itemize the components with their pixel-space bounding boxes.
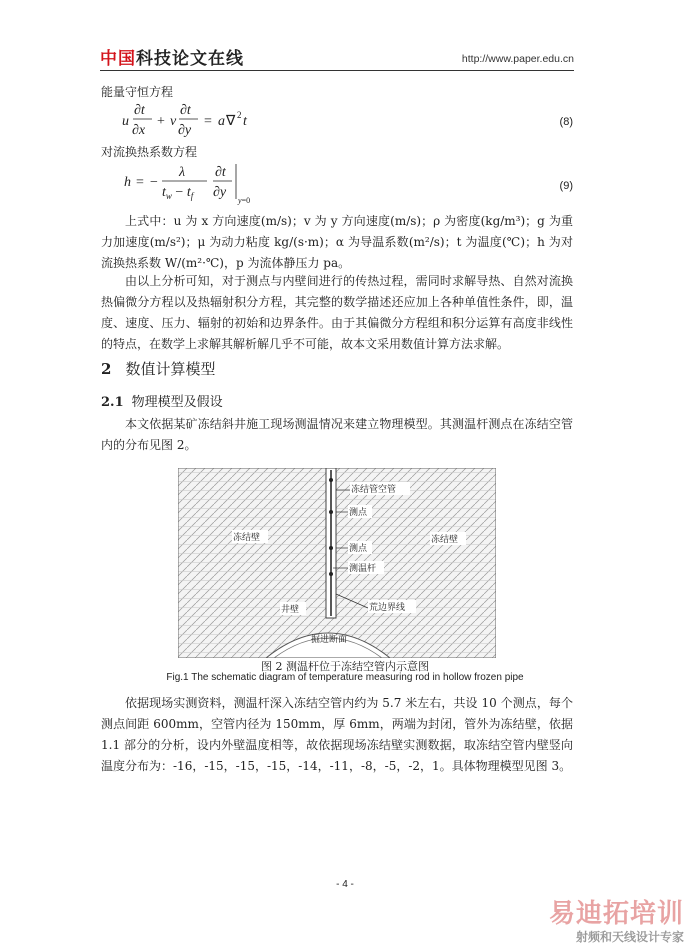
section-2-1-heading: 2.1 物理模型及假设	[101, 395, 223, 410]
header-url[interactable]: http://www.paper.edu.cn	[461, 53, 574, 65]
svg-text:∂t: ∂t	[180, 103, 191, 118]
convection-equation	[124, 161, 264, 207]
convection-equation-label: 对流换热系数方程	[101, 145, 198, 159]
energy-equation	[122, 101, 252, 139]
svg-text:∂y: ∂y	[178, 123, 192, 138]
svg-text:h: h	[124, 175, 131, 190]
section-2-heading: 2 数值计算模型	[101, 360, 216, 378]
svg-text:∂x: ∂x	[132, 123, 146, 138]
svg-text:λ: λ	[179, 165, 186, 180]
label-measuring-rod: 测温杆	[349, 564, 377, 574]
svg-text:tw − tf: $t_w - t_f$	[162, 185, 194, 201]
page-number: - 4 -	[336, 879, 354, 890]
model-paragraph: 本文依据某矿冻结斜井施工现场测温情况来建立物理模型。其测温杆测点在冻结空管内的分布见图 2。	[101, 417, 573, 452]
label-point-2: 测点	[349, 544, 368, 554]
label-hollow-pipe: 冻结管空管	[351, 485, 397, 495]
svg-text:t: t	[243, 114, 247, 129]
svg-text:y=0: y=0	[238, 196, 251, 205]
energy-equation-label: 能量守恒方程	[101, 85, 174, 99]
label-excavation-section: 掘进断面	[311, 635, 348, 645]
svg-text:∇: ∇	[226, 114, 236, 129]
data-paragraph: 依据现场实测资料，测温杆深入冻结空管内约为 5.7 米左右，共设 10 个测点，每个测点间距 600mm，空管内径为 150mm，厚 6mm，两端为封闭，管外为冻结壁，依据 1.1 部分的分析，设内外壁温度相等，故依据现场冻结壁实测数据，取冻结空管内壁竖向温度分布为：-16，-15，-15，-15，-14，-11，-8，-5，-2，1。具体物理模型见图 3。	[101, 696, 573, 773]
svg-text:∂t: ∂t	[134, 103, 145, 118]
figure-caption-en: Fig.1 The schematic diagram of temperature measuring rod in hollow frozen pipe	[166, 672, 524, 683]
variable-definitions: 上式中：u 为 x 方向速度(m/s)；v 为 y 方向速度(m/s)；ρ 为密度(kg/m³)；g 为重力加速度(m/s²)；μ 为动力粘度 kg/(s·m)；α 为导温系数(m²/s)；t 为温度(℃)；h 为对流换热系数 W/(m²·℃)，p 为流体静压力 pa。	[101, 214, 573, 270]
svg-text:−: −	[150, 175, 158, 190]
svg-text:∂t: ∂t	[215, 165, 226, 180]
frozen-wall-area	[178, 468, 496, 658]
svg-text:=: =	[136, 175, 144, 190]
equation-8-number: (8)	[559, 116, 573, 128]
watermark-main: 易迪拓培训	[548, 899, 684, 929]
watermark-sub: 射频和天线设计专家	[575, 930, 684, 944]
journal-logo: 中国科技论文在线	[100, 49, 244, 69]
svg-text:v: v	[170, 114, 177, 129]
svg-text:2: 2	[237, 110, 242, 120]
label-point-1: 测点	[349, 508, 368, 518]
analysis-paragraph: 由以上分析可知，对于测点与内壁间进行的传热过程，需同时求解导热、自然对流换热偏微分方程以及热辐射积分方程，其完整的数学描述还应加上各种单值性条件，即，温度、速度、压力、辐射的初始和边界条件。由于其偏微分方程组和积分运算有高度非线性的特点，在数学上求解其解析解几乎不可能，故本文采用数值计算方法求解。	[101, 274, 573, 351]
svg-text:u: u	[122, 114, 129, 129]
svg-text:+: +	[157, 114, 165, 129]
equation-9-number: (9)	[559, 180, 573, 192]
label-shaft-wall: 井壁	[281, 605, 300, 615]
label-boundary-line: 荒边界线	[369, 603, 406, 613]
figure-2-drawing	[178, 468, 496, 658]
watermark	[536, 893, 684, 945]
label-frozen-wall-right: 冻结壁	[431, 535, 459, 545]
label-frozen-wall-left: 冻结壁	[233, 533, 261, 543]
svg-text:a: a	[218, 114, 225, 129]
figure-2	[178, 468, 496, 658]
page-header	[100, 44, 574, 71]
figure-caption-cn: 图 2 测温杆位于冻结空管内示意图	[261, 660, 429, 673]
svg-text:=: =	[204, 114, 212, 129]
svg-text:∂y: ∂y	[213, 185, 227, 200]
